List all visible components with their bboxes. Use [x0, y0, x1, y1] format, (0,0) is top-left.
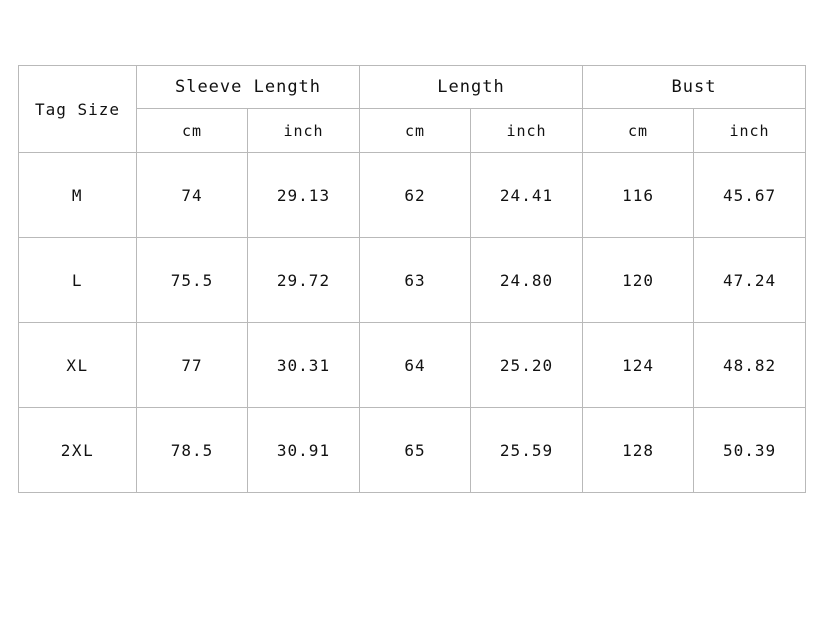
cell-length-inch: 24.41 [471, 153, 583, 238]
cell-length-inch: 25.59 [471, 408, 583, 493]
cell-bust-inch: 50.39 [694, 408, 806, 493]
header-group-sleeve-length: Sleeve Length [137, 66, 360, 109]
cell-sleeve-cm: 78.5 [137, 408, 248, 493]
cell-sleeve-inch: 29.72 [248, 238, 360, 323]
table-row [19, 153, 806, 238]
cell-length-cm: 63 [360, 238, 471, 323]
header-unit-bust-inch: inch [694, 109, 806, 153]
cell-sleeve-inch: 30.91 [248, 408, 360, 493]
cell-length-cm: 64 [360, 323, 471, 408]
cell-sleeve-cm: 75.5 [137, 238, 248, 323]
header-tag-size: Tag Size [19, 66, 137, 153]
header-unit-length-inch: inch [471, 109, 583, 153]
cell-size: XL [19, 323, 137, 408]
cell-size: 2XL [19, 408, 137, 493]
cell-bust-cm: 124 [583, 323, 694, 408]
header-group-row [19, 66, 806, 109]
cell-bust-inch: 48.82 [694, 323, 806, 408]
cell-bust-cm: 120 [583, 238, 694, 323]
size-chart-container [18, 65, 803, 493]
cell-size: M [19, 153, 137, 238]
header-unit-sleeve-inch: inch [248, 109, 360, 153]
table-row [19, 323, 806, 408]
header-group-bust: Bust [583, 66, 806, 109]
header-unit-bust-cm: cm [583, 109, 694, 153]
cell-sleeve-inch: 29.13 [248, 153, 360, 238]
cell-size: L [19, 238, 137, 323]
size-chart-table [18, 65, 806, 493]
cell-bust-cm: 128 [583, 408, 694, 493]
cell-bust-cm: 116 [583, 153, 694, 238]
cell-length-cm: 62 [360, 153, 471, 238]
table-header [19, 66, 806, 153]
header-unit-sleeve-cm: cm [137, 109, 248, 153]
table-row [19, 238, 806, 323]
cell-sleeve-cm: 77 [137, 323, 248, 408]
cell-length-inch: 25.20 [471, 323, 583, 408]
cell-sleeve-inch: 30.31 [248, 323, 360, 408]
cell-bust-inch: 47.24 [694, 238, 806, 323]
cell-length-inch: 24.80 [471, 238, 583, 323]
table-row [19, 408, 806, 493]
table-body [19, 153, 806, 493]
header-group-length: Length [360, 66, 583, 109]
header-unit-row [19, 109, 806, 153]
header-unit-length-cm: cm [360, 109, 471, 153]
cell-bust-inch: 45.67 [694, 153, 806, 238]
cell-sleeve-cm: 74 [137, 153, 248, 238]
cell-length-cm: 65 [360, 408, 471, 493]
